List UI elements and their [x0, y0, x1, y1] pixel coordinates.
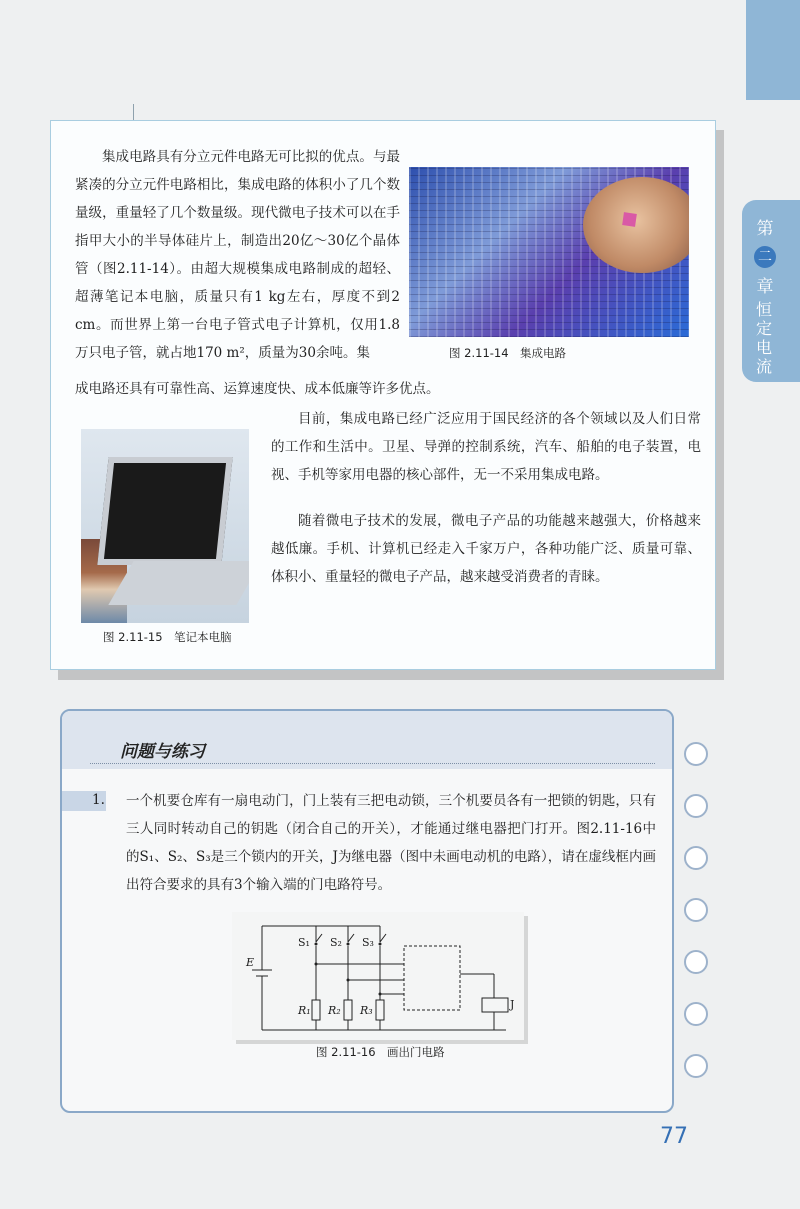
- chapter-tab-top: [746, 0, 800, 100]
- label-r2: R₂: [328, 1004, 341, 1017]
- binder-ring: [684, 898, 708, 922]
- binder-ring: [684, 950, 708, 974]
- binder-ring: [684, 742, 708, 766]
- figure-caption-2-11-15: 图 2.11-15 笔记本电脑: [103, 630, 232, 644]
- binder-ring: [684, 1054, 708, 1078]
- chapter-title: 恒定电流: [756, 300, 773, 376]
- integrated-circuit-image: [409, 167, 689, 337]
- label-s3: S₃: [362, 936, 374, 949]
- page-number: 77: [660, 1124, 688, 1149]
- label-s2: S₂: [330, 936, 342, 949]
- exercise-title: 问题与练习: [120, 742, 205, 762]
- figure-caption-2-11-14: 图 2.11-14 集成电路: [449, 346, 567, 360]
- paragraph-1-end: 成电路还具有可靠性高、运算速度快、成本低廉等许多优点。: [75, 381, 440, 397]
- figure-caption-2-11-16: 图 2.11-16 画出门电路: [316, 1045, 445, 1059]
- exercise-divider: [90, 763, 655, 764]
- circuit-diagram: [238, 916, 528, 1046]
- label-j: J: [510, 998, 515, 1011]
- label-r1: R₁: [298, 1004, 311, 1017]
- binder-ring: [684, 1002, 708, 1026]
- chapter-number-badge: 二: [754, 246, 776, 268]
- chapter-label-3: 章: [756, 277, 774, 297]
- question-text: 一个机要仓库有一扇电动门，门上装有三把电动锁，三个机要员各有一把锁的钥匙，只有三人同时转动自己的钥匙（闭合自己的开关），才能通过继电器把门打开。图2.11-16中的S₁、S₂、S₃是三个锁内的开关，J为继电器（图中未画电动机的电路），请在虚线框内画出符合要求的具有3个输入端的门电路符号。: [126, 793, 656, 893]
- binder-ring: [684, 794, 708, 818]
- label-r3: R₃: [360, 1004, 373, 1017]
- chapter-tab: [742, 200, 800, 382]
- laptop-image: [81, 429, 249, 623]
- chapter-label-1: 第: [756, 219, 774, 239]
- paragraph-2: 目前，集成电路已经广泛应用于国民经济的各个领域以及人们日常的工作和生活中。卫星、导弹的控制系统，汽车、船舶的电子装置，电视、手机等家用电器的核心部件，无一不采用集成电路。: [271, 411, 701, 483]
- binder-ring: [684, 846, 708, 870]
- reading-box: [50, 120, 716, 670]
- paragraph-3: 随着微电子技术的发展，微电子产品的功能越来越强大，价格越来越低廉。手机、计算机已经走入千家万户，各种功能广泛、质量可靠、体积小、重量轻的微电子产品，越来越受消费者的青睐。: [271, 513, 701, 585]
- label-s1: S₁: [298, 936, 310, 949]
- question-number: 1.: [92, 792, 105, 808]
- paragraph-1: 集成电路具有分立元件电路无可比拟的优点。与最紧凑的分立元件电路相比，集成电路的体积小了几个数量级，重量轻了几个数量级。现代微电子技术可以在手指甲大小的半导体硅片上，制造出20亿～30亿个晶体管（图2.11-14）。由超大规模集成电路制成的超轻、超薄笔记本电脑，质量只有1 kg左右，厚度不到2 cm。而世界上第一台电子管式电子计算机，仅用1.8万只电子管，就占地170 m²，质量为30余吨。集: [75, 149, 400, 361]
- label-e: E: [246, 956, 255, 969]
